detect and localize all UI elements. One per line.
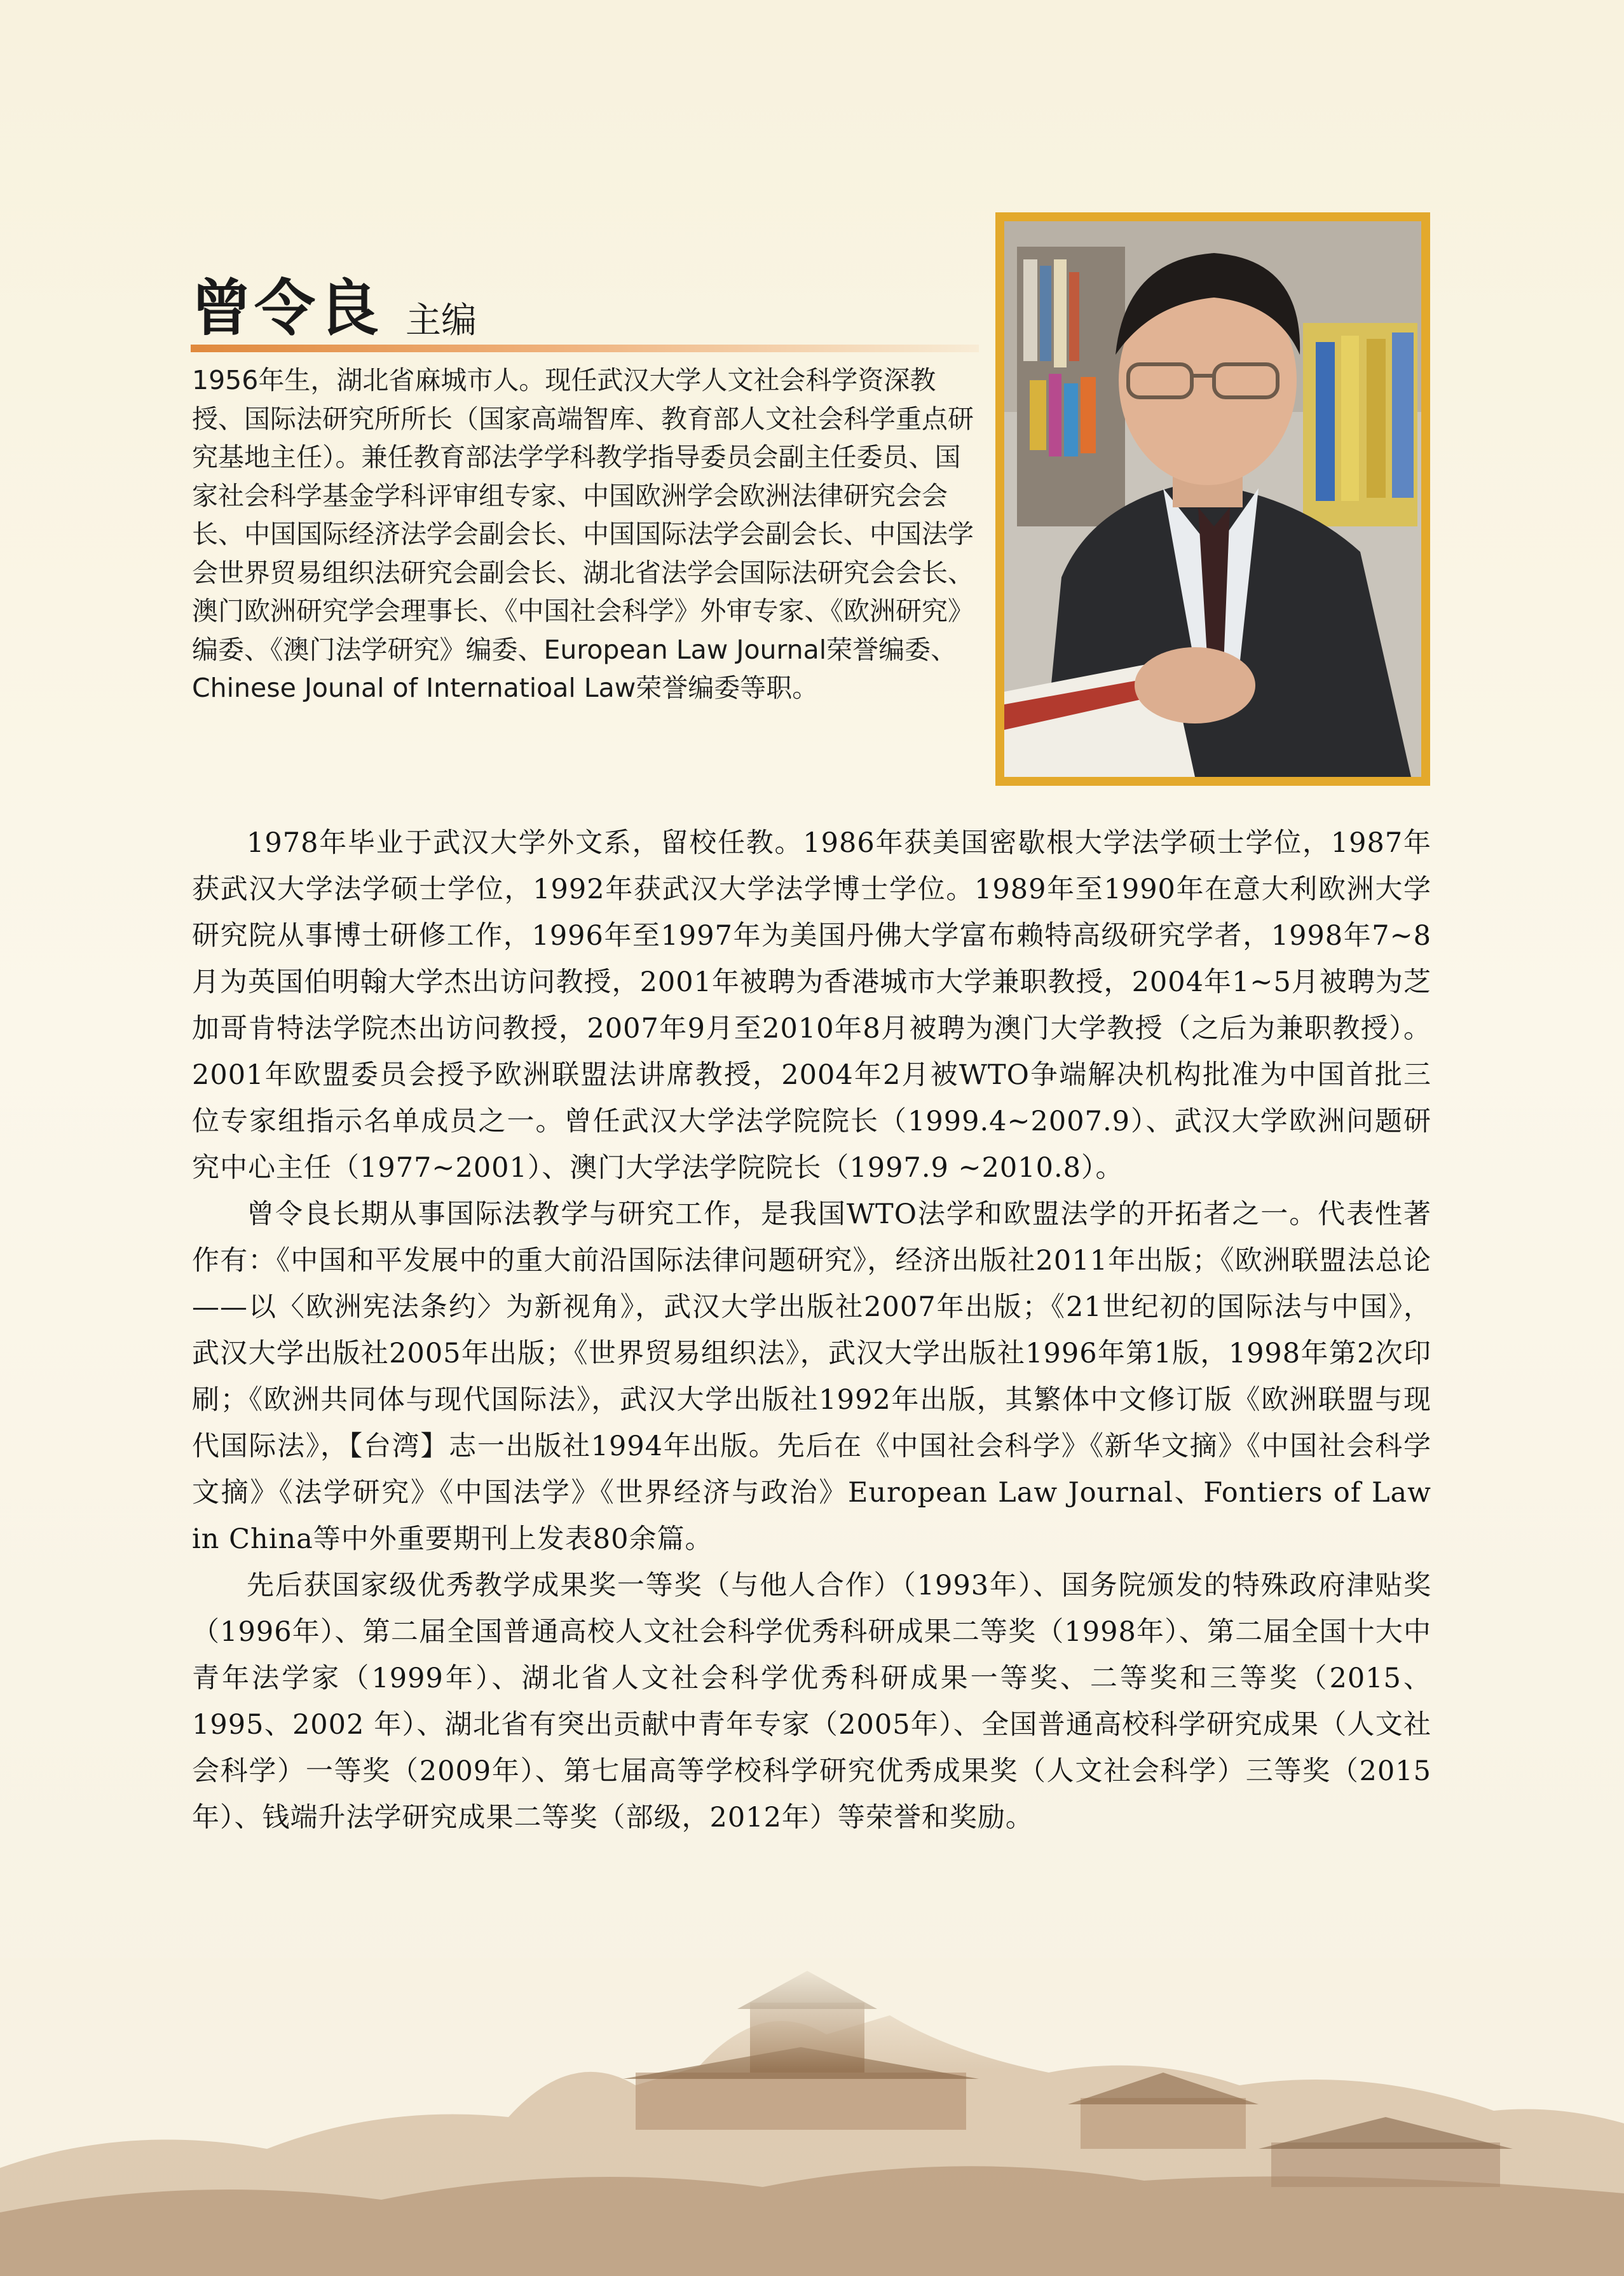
campus-scenery-illustration bbox=[0, 1958, 1624, 2276]
paragraph-awards: 先后获国家级优秀教学成果奖一等奖（与他人合作）（1993年）、国务院颁发的特殊政府津贴奖（1996年）、第二届全国普通高校人文社会科学优秀科研成果二等奖（1998年）、第二届全国十大中青年法学家（1999年）、湖北省人文社会科学优秀科研成果一等奖、二等奖和三等奖（2015、1995、2002 年）、湖北省有突出贡献中青年专家（2005年）、全国普通高校科学研究成果（人文社会科学）一等奖（2009年）、第七届高等学校科学研究优秀成果奖（人文社会科学）三等奖（2015年）、钱端升法学研究成果二等奖（部级，2012年）等荣誉和奖励。 bbox=[192, 1570, 1431, 1834]
title-block bbox=[191, 273, 979, 350]
portrait-frame bbox=[995, 212, 1430, 786]
intro-text: 1956年生，湖北省麻城市人。现任武汉大学人文社会科学资深教授、国际法研究所所长（国家高端智库、教育部人文社会科学重点研究基地主任）。兼任教育部法学学科教学指导委员会副主任委员、国家社会科学基金学科评审组专家、中国欧洲学会欧洲法律研究会会长、中国国际经济法学会副会长、中国国际法学会副会长、中国法学会世界贸易组织法研究会副会长、湖北省法学会国际法研究会会长、澳门欧洲研究学会理事长、《中国社会科学》外审专家、《欧洲研究》编委、《澳门法学研究》编委、European Law Journal荣誉编委、Chinese Jounal of Internatioal Law荣誉编委等职。 bbox=[192, 365, 974, 703]
person-name: 曾令良 bbox=[191, 273, 381, 344]
person-role: 主编 bbox=[406, 300, 477, 341]
title-underline bbox=[191, 345, 979, 352]
paragraph-publications: 曾令良长期从事国际法教学与研究工作，是我国WTO法学和欧盟法学的开拓者之一。代表性著作有：《中国和平发展中的重大前沿国际法律问题研究》，经济出版社2011年出版；《欧洲联盟法总论——以〈欧洲宪法条约〉为新视角》，武汉大学出版社2007年出版；《21世纪初的国际法与中国》，武汉大学出版社2005年出版；《世界贸易组织法》，武汉大学出版社1996年第1版，1998年第2次印刷；《欧洲共同体与现代国际法》，武汉大学出版社1992年出版，其繁体中文修订版《欧洲联盟与现代国际法》，【台湾】志一出版社1994年出版。先后在《中国社会科学》《新华文摘》《中国社会科学文摘》《法学研究》《中国法学》《世界经济与政治》European Law Journal、Fontiers of Law in China等中外重要期刊上发表80余篇。 bbox=[192, 1198, 1431, 1555]
portrait-photo bbox=[1004, 221, 1421, 777]
body-text bbox=[192, 820, 1431, 1841]
paragraph-career: 1978年毕业于武汉大学外文系，留校任教。1986年获美国密歇根大学法学硕士学位，1987年获武汉大学法学硕士学位，1992年获武汉大学法学博士学位。1989年至1990年在意大利欧洲大学研究院从事博士研修工作，1996年至1997年为美国丹佛大学富布赖特高级研究学者，1998年7~8月为英国伯明翰大学杰出访问教授，2001年被聘为香港城市大学兼职教授，2004年1~5月被聘为芝加哥肯特法学院杰出访问教授，2007年9月至2010年8月被聘为澳门大学教授（之后为兼职教授）。2001年欧盟委员会授予欧洲联盟法讲席教授，2004年2月被WTO争端解决机构批准为中国首批三位专家组指示名单成员之一。曾任武汉大学法学院院长（1999.4~2007.9）、武汉大学欧洲问题研究中心主任（1977~2001）、澳门大学法学院院长（1997.9 ~2010.8）。 bbox=[192, 827, 1431, 1184]
